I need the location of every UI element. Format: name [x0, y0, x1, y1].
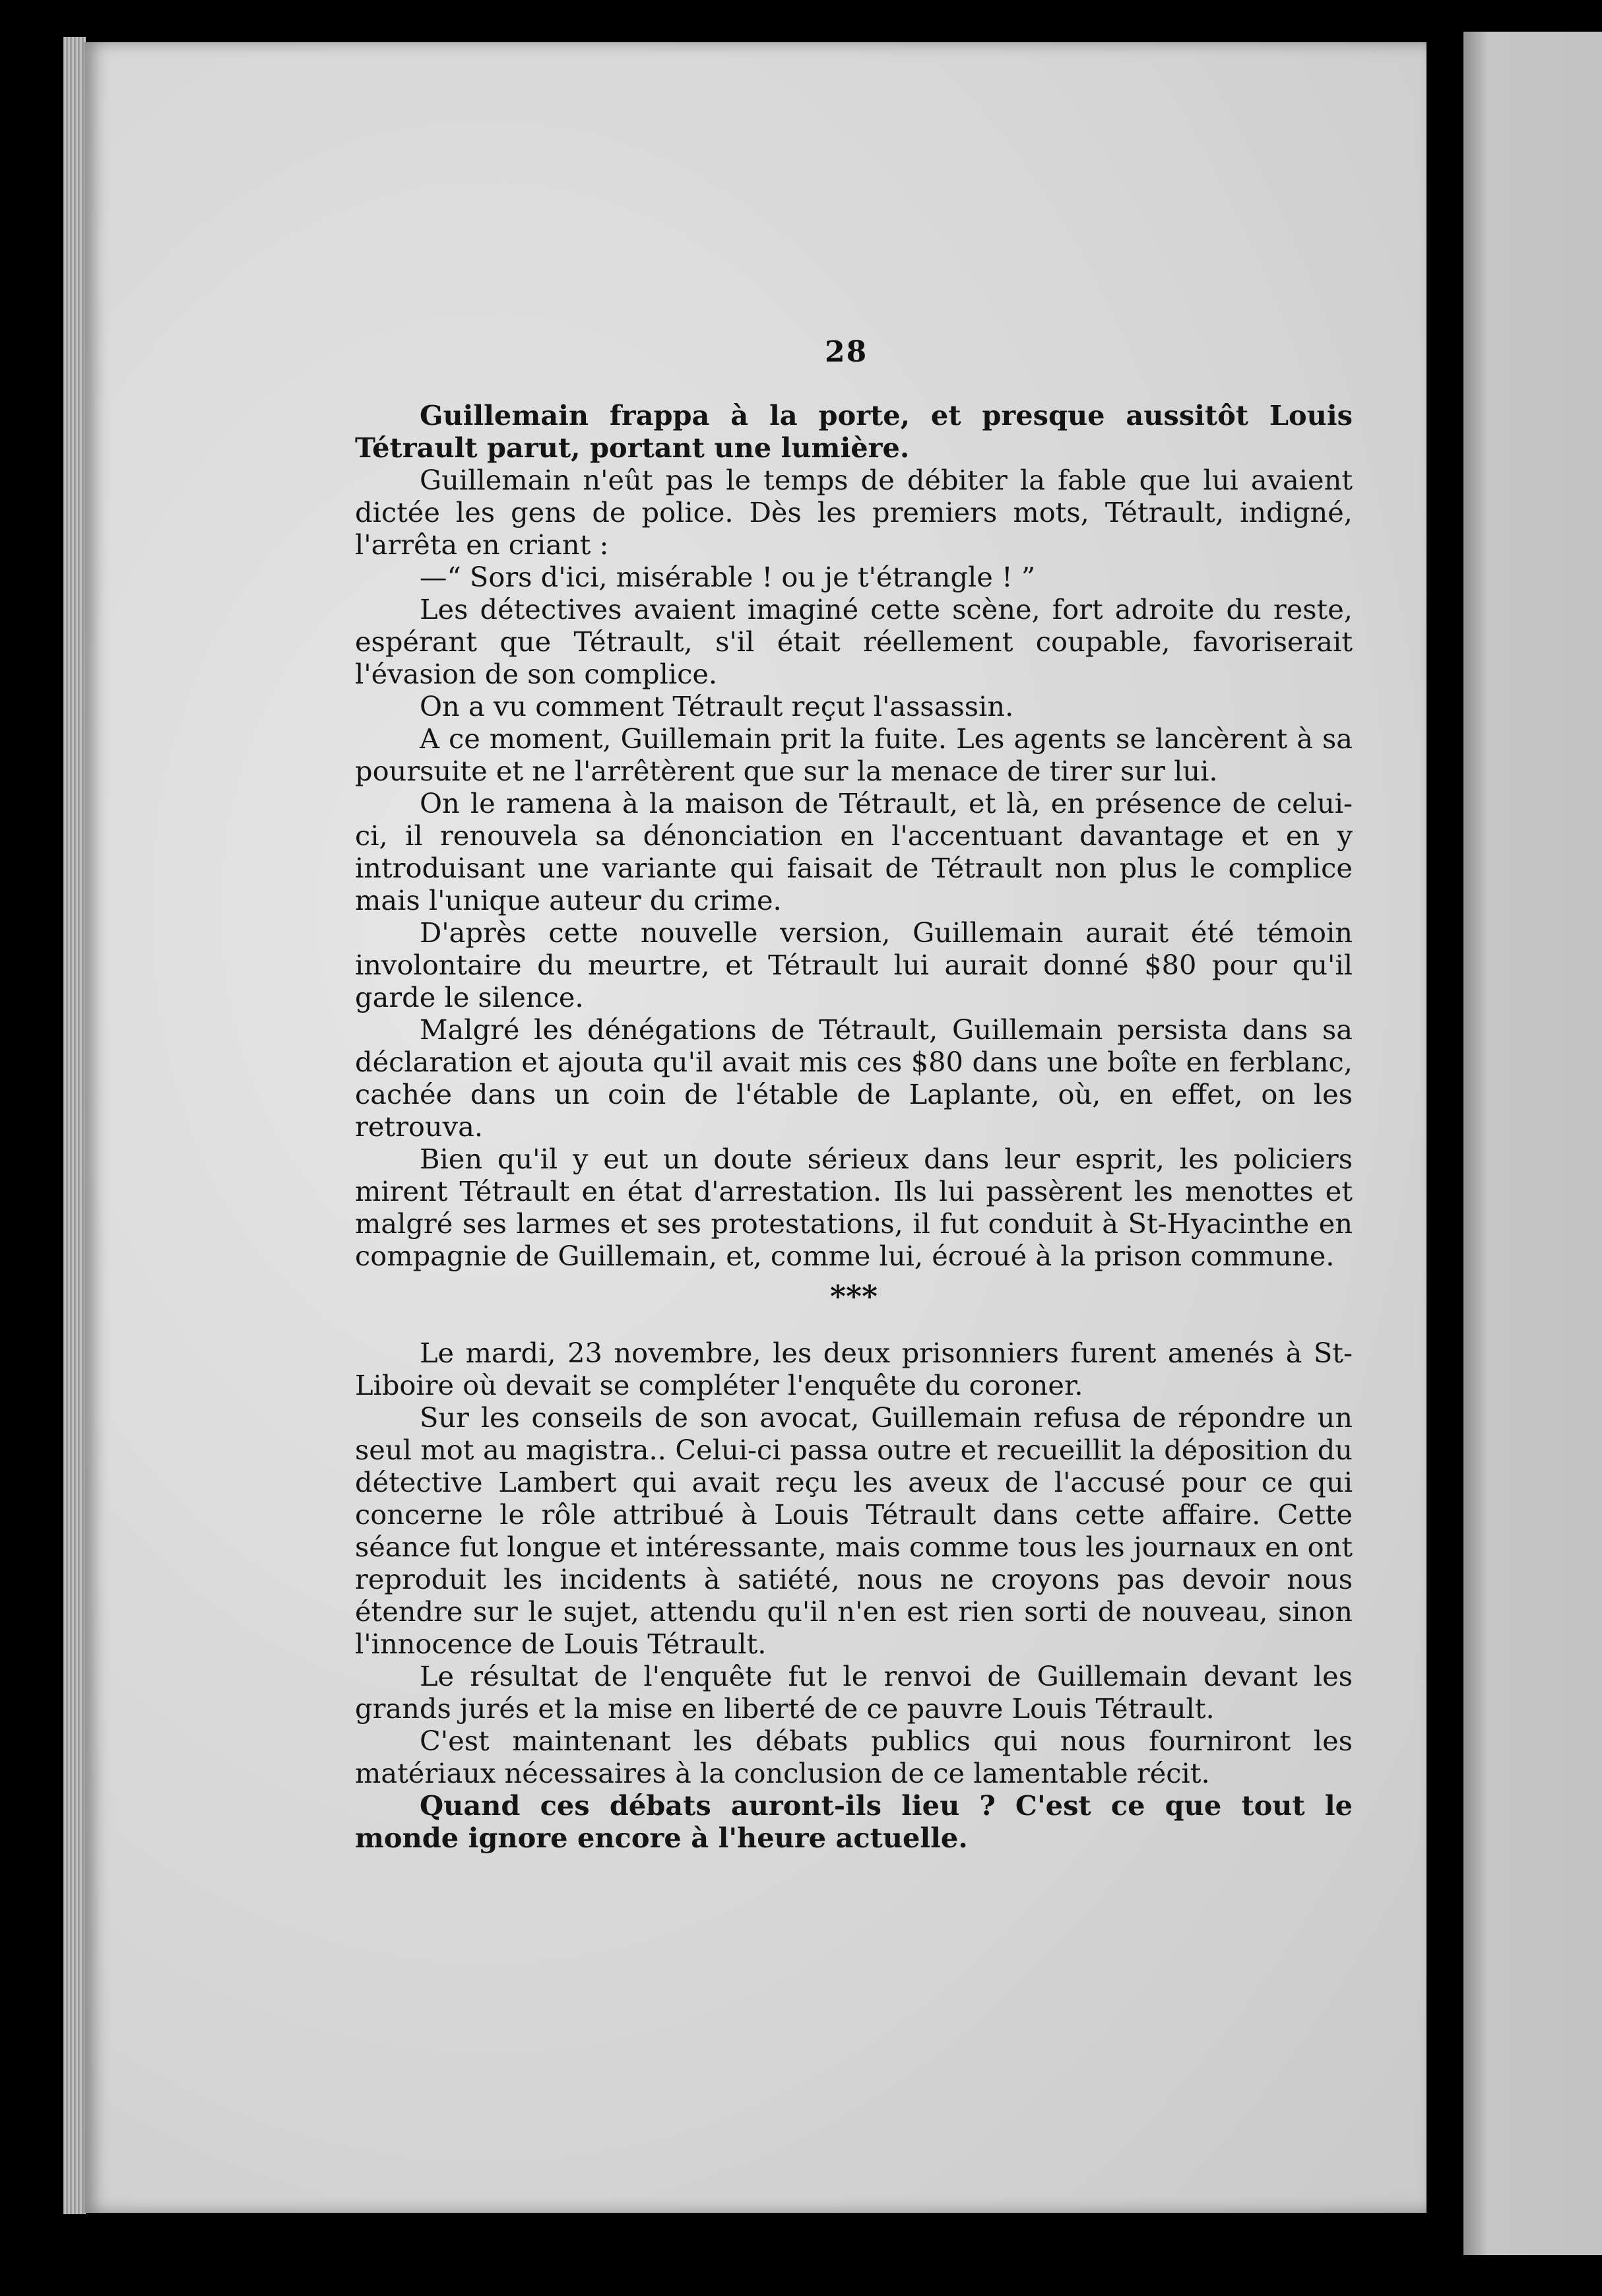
page-stack-edge — [63, 37, 86, 2214]
paragraph: On le ramena à la maison de Tétrault, et là, en présence de celui-ci, il renouvela sa dénonciation en l'accentuant davantage et en y introduisant une variante qui faisait de Tétrault non plus le complice mais l'unique auteur du crime. — [355, 787, 1353, 916]
facing-page-edge — [1463, 32, 1602, 2255]
page-number: 28 — [825, 335, 868, 369]
paragraph: Bien qu'il y eut un doute sérieux dans leur esprit, les policiers mirent Tétrault en état d'arrestation. Ils lui passèrent les menottes et malgré ses larmes et ses protestations, il fut conduit à St-Hyacinthe en compagnie de Guillemain, et, comme lui, écroué à la prison commune. — [355, 1143, 1353, 1272]
paragraph: Le résultat de l'enquête fut le renvoi de Guillemain devant les grands jurés et la mise en liberté de ce pauvre Louis Tétrault. — [355, 1660, 1353, 1725]
paragraph-quote: —“ Sors d'ici, misérable ! ou je t'étrangle ! ” — [420, 561, 1036, 593]
paragraph: Guillemain n'eût pas le temps de débiter la fable que lui avaient dictée les gens de police. Dès les premiers mots, Tétrault, indigné, l'arrêta en criant : — [355, 464, 1353, 561]
paragraph: Malgré les dénégations de Tétrault, Guillemain persista dans sa déclaration et ajouta qu'il avait mis ces $80 dans une boîte en ferblanc, cachée dans un coin de l'étable de Laplante, où, en effet, on les retrouva. — [355, 1013, 1353, 1143]
paragraph: Quand ces débats auront-ils lieu ? C'est ce que tout le monde ignore encore à l'heure actuelle. — [355, 1789, 1353, 1854]
paragraph: On a vu comment Tétrault reçut l'assassin. — [420, 690, 1014, 722]
paragraph: Les détectives avaient imaginé cette scène, fort adroite du reste, espérant que Tétrault, s'il était réellement coupable, favoriserait l'évasion de son complice. — [355, 593, 1353, 690]
paragraph: D'après cette nouvelle version, Guillemain aurait été témoin involontaire du meurtre, et Tétrault lui aurait donné $80 pour qu'il garde le silence. — [355, 916, 1353, 1013]
paragraph: Le mardi, 23 novembre, les deux prisonniers furent amenés à St-Liboire où devait se compléter l'enquête du coroner. — [355, 1337, 1353, 1401]
paragraph: C'est maintenant les débats publics qui nous fourniront les matériaux nécessaires à la conclusion de ce lamentable récit. — [355, 1725, 1353, 1789]
section-separator: *** — [829, 1279, 878, 1314]
page-text — [355, 399, 1353, 1854]
paragraph: Guillemain frappa à la porte, et presque aussitôt Louis Tétrault parut, portant une lumière. — [355, 399, 1353, 464]
paragraph: A ce moment, Guillemain prit la fuite. Les agents se lancèrent à sa poursuite et ne l'arrêtèrent que sur la menace de tirer sur lui. — [355, 722, 1353, 787]
paragraph: Sur les conseils de son avocat, Guillemain refusa de répondre un seul mot au magistra.. Celui-ci passa outre et recueillit la déposition du détective Lambert qui avait reçu les aveux de l'accusé pour ce qui concerne le rôle attribué à Louis Tétrault dans cette affaire. Cette séance fut longue et intéressante, mais comme tous les journaux en ont reproduit les incidents à satiété, nous ne croyons pas devoir nous étendre sur le sujet, attendu qu'il n'en est rien sorti de nouveau, sinon l'innocence de Louis Tétrault. — [355, 1401, 1353, 1660]
